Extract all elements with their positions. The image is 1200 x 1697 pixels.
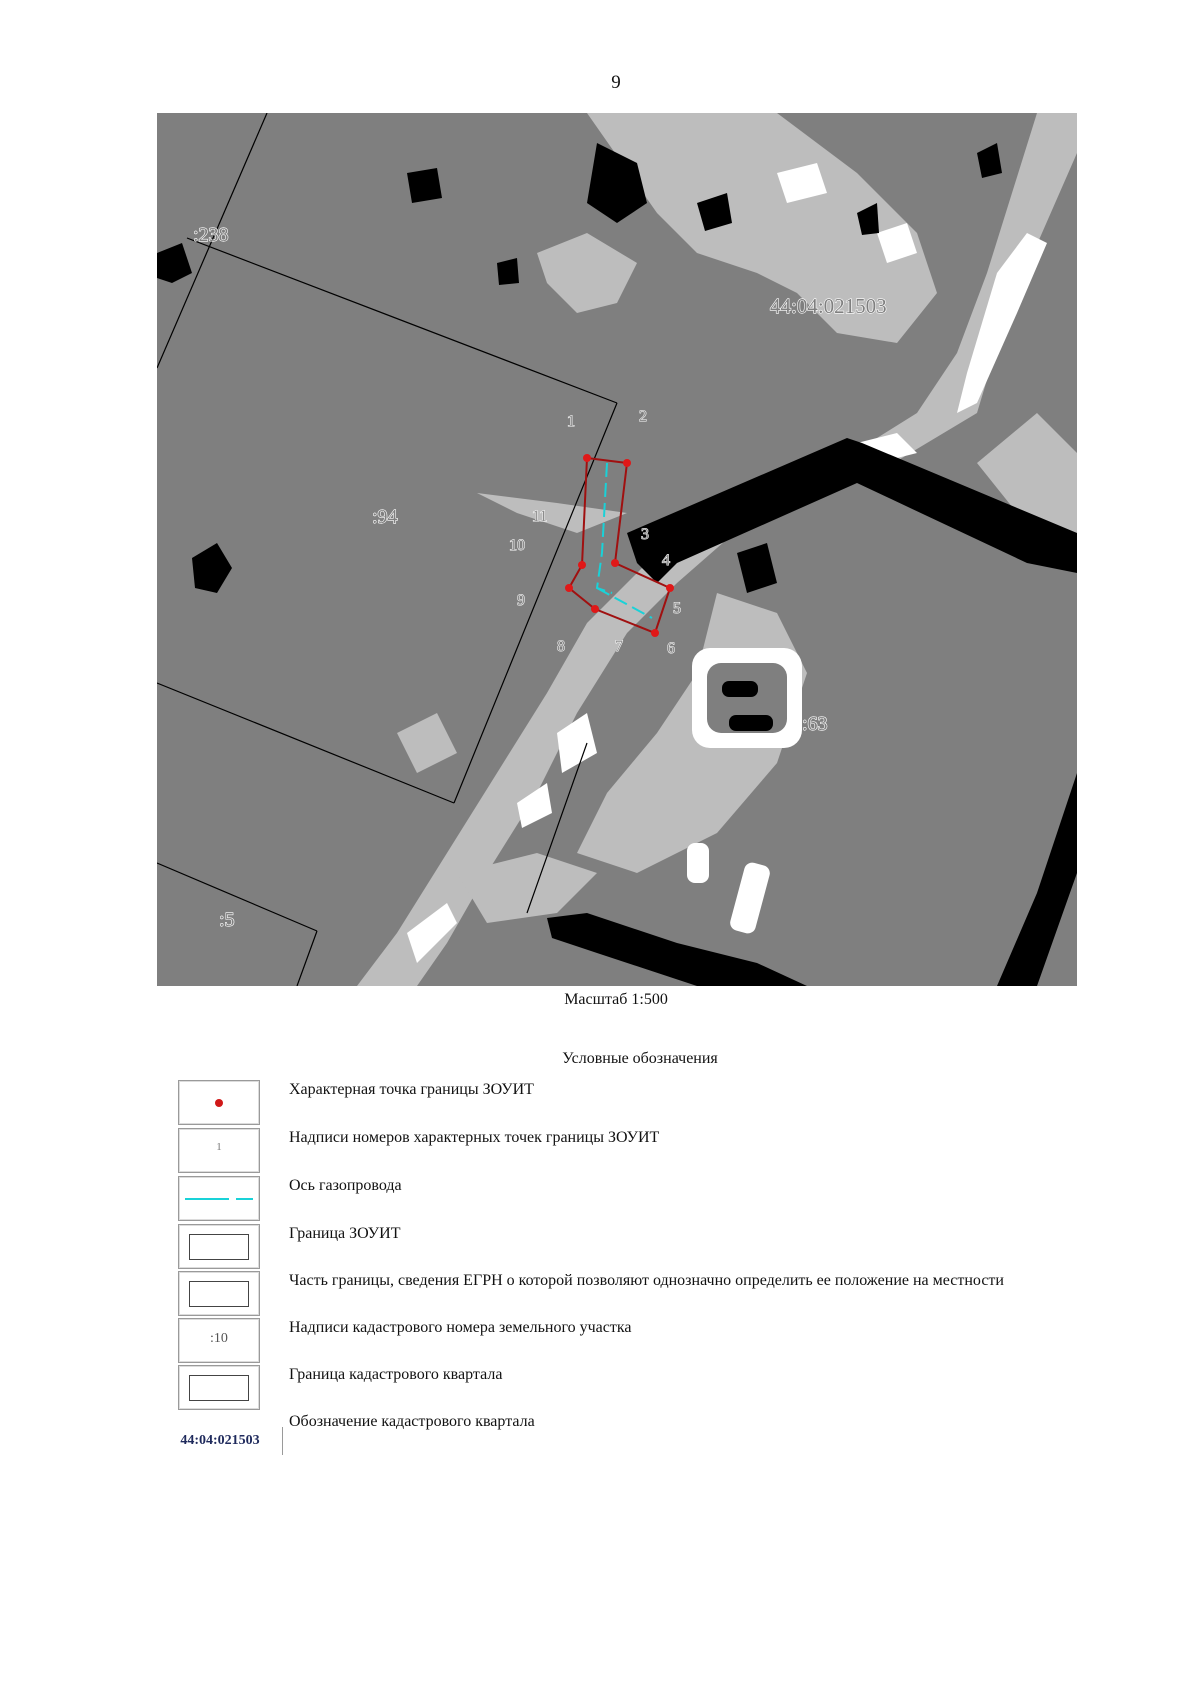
cadastral-map xyxy=(157,113,1077,986)
legend-text: Обозначение кадастрового квартала xyxy=(289,1413,535,1430)
point-label-7: 7 xyxy=(615,638,623,655)
building-63 xyxy=(692,648,802,748)
legend-symbol xyxy=(178,1271,260,1316)
red-dot-icon xyxy=(215,1099,223,1107)
parcel-label-5: :5 xyxy=(219,909,235,931)
legend-text: Ось газопровода xyxy=(289,1177,402,1194)
parcel-label-94: :94 xyxy=(372,506,398,528)
zouit-point xyxy=(578,561,586,569)
legend-symbol xyxy=(178,1318,260,1363)
number-icon: 1 xyxy=(216,1141,222,1153)
point-label-9: 9 xyxy=(517,592,525,609)
parcel-label-63: :63 xyxy=(802,713,828,735)
point-label-5: 5 xyxy=(673,600,681,617)
zouit-point xyxy=(591,605,599,613)
legend-text: Граница кадастрового квартала xyxy=(289,1366,503,1383)
point-label-3: 3 xyxy=(641,526,649,543)
map-canvas xyxy=(157,113,1077,986)
legend-title: Условные обозначения xyxy=(562,1050,718,1067)
zouit-point xyxy=(666,584,674,592)
legend-text: Надписи кадастрового номера земельного участка xyxy=(289,1319,632,1336)
point-label-8: 8 xyxy=(557,638,565,655)
scale-caption: Масштаб 1:500 xyxy=(564,991,668,1008)
code-icon: :10 xyxy=(210,1331,228,1346)
rectangle-icon xyxy=(189,1375,249,1401)
point-label-11: 11 xyxy=(532,508,548,525)
rectangle-icon xyxy=(189,1234,249,1260)
dashed-line-icon xyxy=(179,1177,259,1220)
point-label-4: 4 xyxy=(662,552,670,569)
point-label-6: 6 xyxy=(667,640,675,657)
legend-symbol xyxy=(178,1176,260,1221)
point-label-2: 2 xyxy=(639,408,647,425)
quarter-label: 44:04:021503 xyxy=(770,294,887,318)
legend-symbol xyxy=(178,1224,260,1269)
legend-text: Часть границы, сведения ЕГРН о которой позволяют однозначно определить ее положение на местности xyxy=(289,1272,1004,1289)
legend-text: Граница ЗОУИТ xyxy=(289,1225,401,1242)
point-label-1: 1 xyxy=(567,413,575,430)
legend-text: Надписи номеров характерных точек границы ЗОУИТ xyxy=(289,1129,660,1146)
point-label-10: 10 xyxy=(509,537,525,554)
rectangle-icon xyxy=(189,1281,249,1307)
zouit-point xyxy=(583,454,591,462)
parcel-label-238: :238 xyxy=(193,224,229,246)
legend-symbol xyxy=(178,1080,260,1125)
legend-symbol xyxy=(178,1365,260,1410)
page-number: 9 xyxy=(611,72,621,93)
quarter-code-sample: 44:04:021503 xyxy=(158,1427,283,1455)
zouit-point xyxy=(623,459,631,467)
legend-symbol xyxy=(178,1128,260,1173)
zouit-point xyxy=(651,629,659,637)
zouit-point xyxy=(611,559,619,567)
legend-text: Характерная точка границы ЗОУИТ xyxy=(289,1081,534,1098)
zouit-point xyxy=(565,584,573,592)
